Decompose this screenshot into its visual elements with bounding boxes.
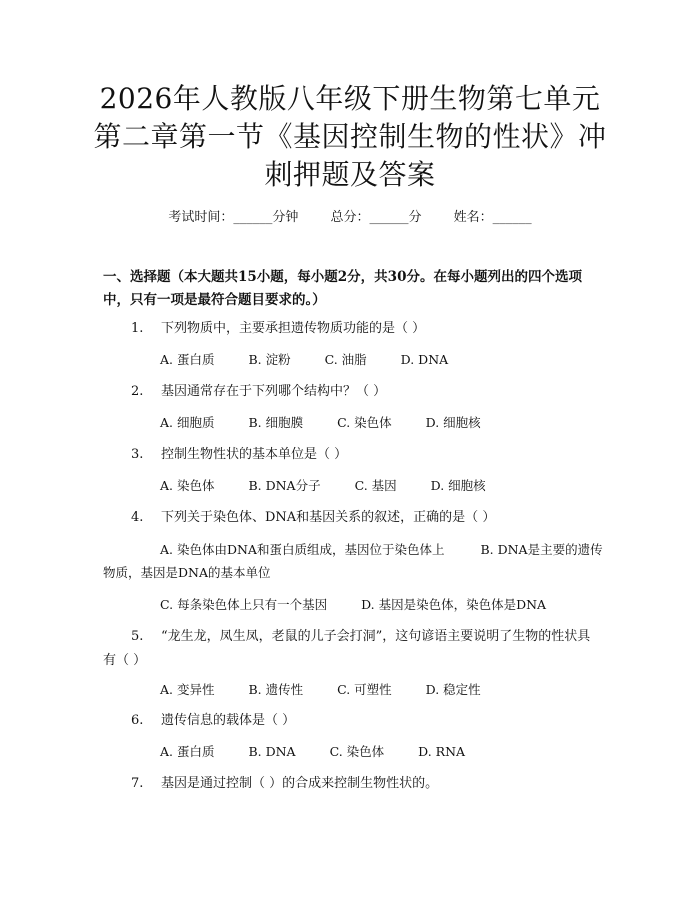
- option-b: B. 遗传性: [248, 682, 304, 697]
- question-4-options-ab: [103, 538, 603, 584]
- option-b: B. DNA: [248, 744, 296, 759]
- option-d: D. 基因是染色体，染色体是DNA: [361, 597, 547, 612]
- exam-time: 考试时间：______分钟: [168, 210, 299, 225]
- option-b: B. DNA分子: [248, 478, 321, 493]
- question-number: 1.: [131, 321, 144, 336]
- question-6: [103, 710, 603, 732]
- section-header: 一、选择题（本大题共15小题，每小题2分，共30分。在每小题列出的四个选项中，只有一项是最符合题目要求的。）: [103, 269, 582, 308]
- option-b: B. 淀粉: [248, 352, 291, 367]
- option-a: A. 蛋白质: [160, 352, 215, 367]
- question-3: [103, 444, 603, 466]
- question-2: [103, 381, 603, 403]
- question-stem: 控制生物性状的基本单位是（ ）: [161, 447, 348, 462]
- option-c: C. 每条染色体上只有一个基因: [160, 597, 328, 612]
- option-d: D. 稳定性: [425, 682, 481, 697]
- option-a: A. 染色体由DNA和蛋白质组成，基因位于染色体上: [160, 542, 445, 557]
- question-stem: 下列物质中，主要承担遗传物质功能的是（ ）: [161, 321, 426, 336]
- option-a: A. 蛋白质: [160, 744, 215, 759]
- question-6-options: [160, 741, 495, 763]
- option-d: D. DNA: [400, 352, 449, 367]
- question-number: 5.: [131, 629, 144, 644]
- option-d: D. RNA: [418, 744, 466, 759]
- exam-score: 总分：______分: [330, 210, 422, 225]
- option-c: C. 染色体: [337, 415, 392, 430]
- question-1-options: [160, 349, 478, 371]
- question-2-options: [160, 412, 511, 434]
- question-stem: 遗传信息的载体是（ ）: [161, 713, 296, 728]
- option-c: C. 可塑性: [337, 682, 392, 697]
- option-c: C. 油脂: [324, 352, 367, 367]
- option-c: C. 基因: [354, 478, 397, 493]
- option-d: D. 细胞核: [425, 415, 481, 430]
- option-a: A. 细胞质: [160, 415, 215, 430]
- question-5-options: [160, 679, 511, 701]
- question-stem: 基因是通过控制（ ）的合成来控制生物性状的。: [161, 776, 439, 791]
- question-number: 7.: [131, 776, 144, 791]
- exam-name: 姓名：______: [453, 210, 532, 225]
- option-b: B. 细胞膜: [248, 415, 304, 430]
- question-number: 2.: [131, 384, 144, 399]
- question-stem: 基因通常存在于下列哪个结构中？（ ）: [161, 384, 387, 399]
- question-stem: 下列关于染色体、DNA和基因关系的叙述，正确的是（ ）: [161, 510, 496, 525]
- document-title: 2026年人教版八年级下册生物第七单元第二章第一节《基因控制生物的性状》冲刺押题及答案: [93, 82, 607, 191]
- exam-info: [0, 206, 700, 225]
- question-number: 3.: [131, 447, 144, 462]
- question-4: [103, 507, 603, 529]
- question-1: [103, 318, 603, 340]
- question-5: [103, 625, 603, 673]
- option-a: A. 变异性: [160, 682, 215, 697]
- option-c: C. 染色体: [329, 744, 385, 759]
- option-a: A. 染色体: [160, 478, 215, 493]
- option-d: D. 细胞核: [430, 478, 486, 493]
- question-4-options-cd: [160, 594, 576, 616]
- question-stem: “龙生龙，凤生凤，老鼠的儿子会打洞”，这句谚语主要说明了生物的性状具有（ ）: [103, 629, 591, 668]
- question-number: 6.: [131, 713, 144, 728]
- question-7: [103, 773, 603, 795]
- question-3-options: [160, 475, 516, 497]
- option-b: B. DNA是主要的遗传物质，基因是DNA的基本单位: [103, 542, 603, 580]
- question-number: 4.: [131, 510, 144, 525]
